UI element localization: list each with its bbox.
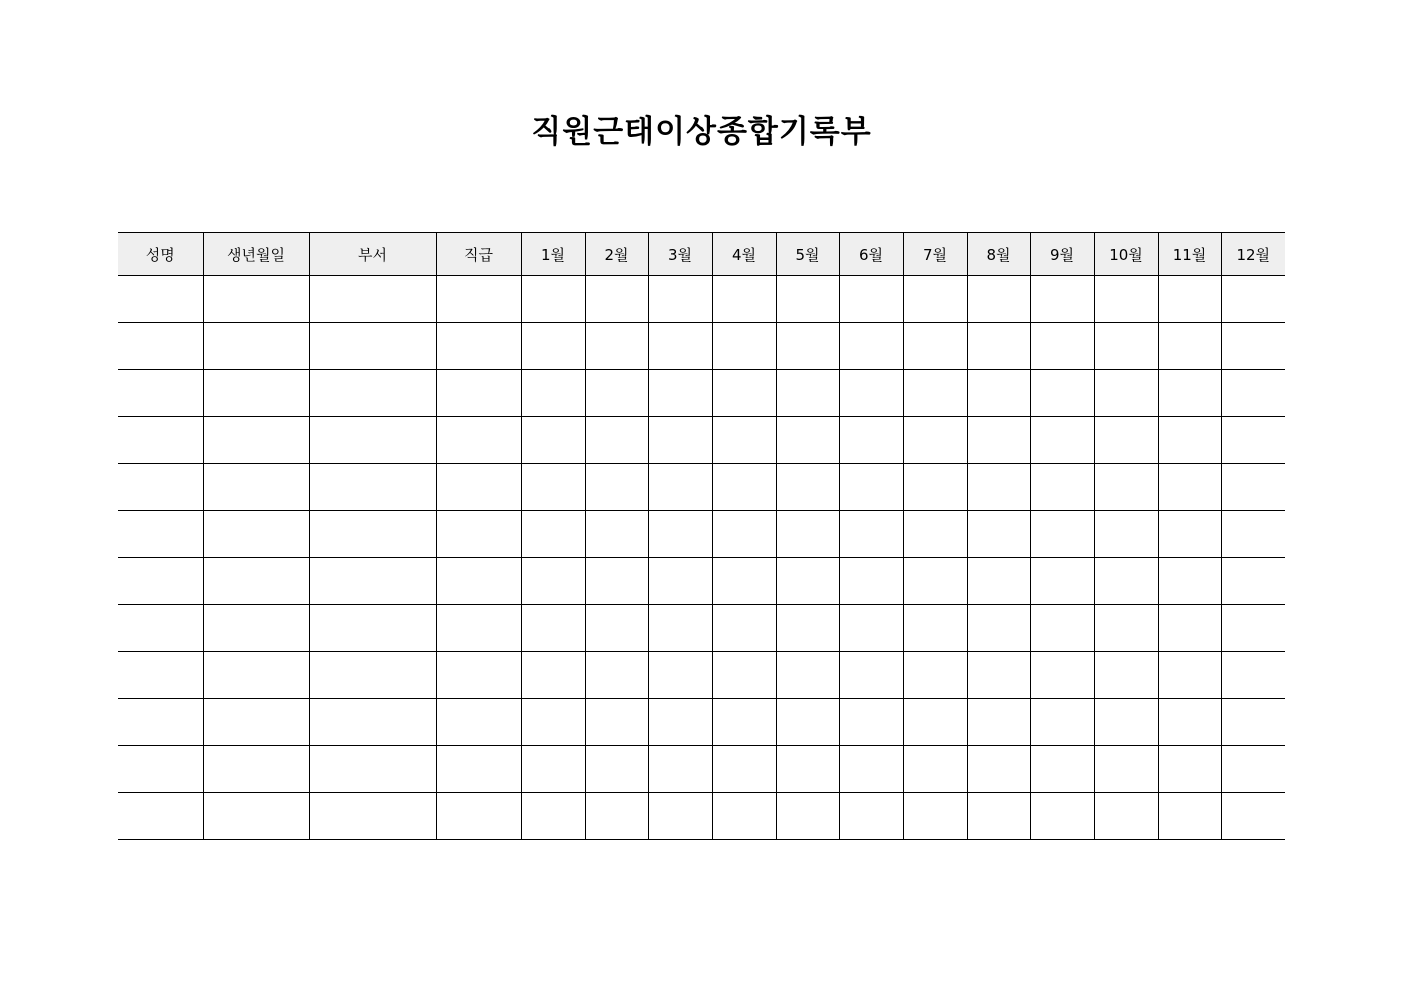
table-cell[interactable] (967, 417, 1030, 464)
header-month-6: 6월 (839, 233, 903, 276)
table-cell[interactable] (967, 699, 1030, 746)
table-cell[interactable] (203, 793, 309, 840)
table-cell[interactable] (203, 323, 309, 370)
table-cell[interactable] (1158, 464, 1221, 511)
table-cell[interactable] (436, 652, 521, 699)
table-cell[interactable] (521, 323, 585, 370)
table-cell[interactable] (1221, 511, 1285, 558)
table-cell[interactable] (712, 417, 776, 464)
table-cell[interactable] (903, 793, 967, 840)
table-cell[interactable] (1221, 652, 1285, 699)
table-cell[interactable] (1094, 699, 1158, 746)
table-row (118, 276, 1285, 323)
table-row (118, 370, 1285, 417)
table-cell[interactable] (712, 276, 776, 323)
table-cell[interactable] (118, 652, 203, 699)
table-row (118, 464, 1285, 511)
table-cell[interactable] (648, 511, 712, 558)
table-cell[interactable] (1158, 511, 1221, 558)
table-cell[interactable] (585, 464, 648, 511)
table-cell[interactable] (1221, 323, 1285, 370)
table-cell[interactable] (648, 464, 712, 511)
table-cell[interactable] (903, 370, 967, 417)
table-cell[interactable] (712, 370, 776, 417)
header-month-8: 8월 (967, 233, 1030, 276)
table-cell[interactable] (585, 511, 648, 558)
table-cell[interactable] (521, 652, 585, 699)
table-cell[interactable] (203, 276, 309, 323)
table-cell[interactable] (118, 370, 203, 417)
page-title: 직원근태이상종합기록부 (531, 114, 872, 150)
table-cell[interactable] (1030, 652, 1094, 699)
table-cell[interactable] (776, 323, 839, 370)
table-cell[interactable] (1158, 699, 1221, 746)
table-cell[interactable] (118, 323, 203, 370)
table-cell[interactable] (1030, 417, 1094, 464)
table-cell[interactable] (1094, 746, 1158, 793)
table-cell[interactable] (203, 511, 309, 558)
table-cell[interactable] (1221, 417, 1285, 464)
table-cell[interactable] (118, 464, 203, 511)
table-row (118, 746, 1285, 793)
table-cell[interactable] (903, 558, 967, 605)
table-cell[interactable] (118, 558, 203, 605)
table-cell[interactable] (648, 417, 712, 464)
table-cell[interactable] (521, 558, 585, 605)
table-cell[interactable] (203, 417, 309, 464)
table-cell[interactable] (903, 511, 967, 558)
table-cell[interactable] (585, 699, 648, 746)
table-cell[interactable] (1158, 793, 1221, 840)
table-cell[interactable] (585, 276, 648, 323)
table-cell[interactable] (839, 605, 903, 652)
header-month-1: 1월 (521, 233, 585, 276)
table-cell[interactable] (648, 276, 712, 323)
table-cell[interactable] (436, 793, 521, 840)
table-cell[interactable] (648, 605, 712, 652)
table-cell[interactable] (712, 746, 776, 793)
table-cell[interactable] (309, 793, 436, 840)
table-cell[interactable] (648, 370, 712, 417)
header-row (118, 233, 1285, 276)
table-cell[interactable] (436, 699, 521, 746)
table-cell[interactable] (776, 605, 839, 652)
table-cell[interactable] (118, 276, 203, 323)
table-row (118, 793, 1285, 840)
table-cell[interactable] (839, 370, 903, 417)
table-cell[interactable] (436, 370, 521, 417)
table-cell[interactable] (967, 746, 1030, 793)
table-cell[interactable] (648, 558, 712, 605)
table-cell[interactable] (1221, 276, 1285, 323)
table-cell[interactable] (1030, 605, 1094, 652)
table-cell[interactable] (1094, 511, 1158, 558)
table-cell[interactable] (203, 370, 309, 417)
table-row (118, 605, 1285, 652)
table-cell[interactable] (648, 746, 712, 793)
table-cell[interactable] (203, 464, 309, 511)
table-cell[interactable] (1030, 464, 1094, 511)
table-cell[interactable] (1094, 605, 1158, 652)
table-cell[interactable] (967, 464, 1030, 511)
table-cell[interactable] (1030, 511, 1094, 558)
table-cell[interactable] (839, 699, 903, 746)
table-cell[interactable] (1030, 276, 1094, 323)
table-cell[interactable] (1094, 370, 1158, 417)
table-cell[interactable] (585, 370, 648, 417)
table-cell[interactable] (521, 370, 585, 417)
header-month-9: 9월 (1030, 233, 1094, 276)
table-cell[interactable] (436, 464, 521, 511)
table-cell[interactable] (1094, 276, 1158, 323)
table-cell[interactable] (839, 746, 903, 793)
table-cell[interactable] (967, 370, 1030, 417)
header-birthdate: 생년월일 (203, 233, 309, 276)
header-month-4: 4월 (712, 233, 776, 276)
table-cell[interactable] (1158, 652, 1221, 699)
table-cell[interactable] (1158, 605, 1221, 652)
table-cell[interactable] (436, 511, 521, 558)
header-name: 성명 (118, 233, 203, 276)
table-cell[interactable] (967, 558, 1030, 605)
table-cell[interactable] (118, 605, 203, 652)
table-cell[interactable] (776, 276, 839, 323)
table-cell[interactable] (203, 605, 309, 652)
table-cell[interactable] (1030, 746, 1094, 793)
table-row (118, 558, 1285, 605)
table-cell[interactable] (309, 605, 436, 652)
table-cell[interactable] (776, 699, 839, 746)
header-month-5: 5월 (776, 233, 839, 276)
header-month-10: 10월 (1094, 233, 1158, 276)
table-cell[interactable] (309, 511, 436, 558)
table-cell[interactable] (1221, 605, 1285, 652)
header-department: 부서 (309, 233, 436, 276)
table-cell[interactable] (839, 464, 903, 511)
table-cell[interactable] (1158, 370, 1221, 417)
table-cell[interactable] (648, 323, 712, 370)
table-cell[interactable] (839, 511, 903, 558)
table-cell[interactable] (903, 276, 967, 323)
table-cell[interactable] (967, 323, 1030, 370)
table-cell[interactable] (1221, 699, 1285, 746)
table-cell[interactable] (309, 746, 436, 793)
table-cell[interactable] (776, 370, 839, 417)
table-cell[interactable] (1094, 793, 1158, 840)
table-cell[interactable] (776, 464, 839, 511)
table-cell[interactable] (1221, 746, 1285, 793)
table-cell[interactable] (1030, 558, 1094, 605)
table-cell[interactable] (1158, 276, 1221, 323)
table-cell[interactable] (712, 699, 776, 746)
table-row (118, 417, 1285, 464)
table-cell[interactable] (1094, 323, 1158, 370)
table-cell[interactable] (967, 605, 1030, 652)
table-cell[interactable] (1094, 558, 1158, 605)
table-cell[interactable] (1030, 370, 1094, 417)
table-cell[interactable] (839, 276, 903, 323)
table-cell[interactable] (521, 511, 585, 558)
table-cell[interactable] (203, 699, 309, 746)
table-cell[interactable] (521, 417, 585, 464)
table-cell[interactable] (585, 323, 648, 370)
table-cell[interactable] (309, 370, 436, 417)
table-cell[interactable] (585, 793, 648, 840)
table-cell[interactable] (1094, 417, 1158, 464)
header-month-11: 11월 (1158, 233, 1221, 276)
table-cell[interactable] (1221, 793, 1285, 840)
table-cell[interactable] (712, 652, 776, 699)
table-cell[interactable] (118, 793, 203, 840)
table-cell[interactable] (585, 605, 648, 652)
table-cell[interactable] (1158, 746, 1221, 793)
table-cell[interactable] (203, 558, 309, 605)
table-cell[interactable] (903, 652, 967, 699)
table-cell[interactable] (712, 558, 776, 605)
table-cell[interactable] (648, 793, 712, 840)
table-cell[interactable] (1221, 558, 1285, 605)
table-cell[interactable] (1030, 699, 1094, 746)
table-cell[interactable] (521, 746, 585, 793)
table-cell[interactable] (776, 558, 839, 605)
table-cell[interactable] (1030, 323, 1094, 370)
table-cell[interactable] (967, 276, 1030, 323)
table-cell[interactable] (712, 323, 776, 370)
table-cell[interactable] (309, 464, 436, 511)
table-row (118, 511, 1285, 558)
table-cell[interactable] (585, 746, 648, 793)
table-cell[interactable] (309, 699, 436, 746)
table-body (118, 276, 1285, 840)
table-cell[interactable] (436, 746, 521, 793)
table-cell[interactable] (585, 558, 648, 605)
table-cell[interactable] (903, 605, 967, 652)
attendance-record-table (118, 232, 1285, 840)
table-cell[interactable] (436, 417, 521, 464)
table-cell[interactable] (776, 652, 839, 699)
table-cell[interactable] (776, 511, 839, 558)
table-cell[interactable] (309, 558, 436, 605)
header-position: 직급 (436, 233, 521, 276)
table-cell[interactable] (203, 652, 309, 699)
header-month-7: 7월 (903, 233, 967, 276)
table-cell[interactable] (967, 652, 1030, 699)
table-cell[interactable] (648, 652, 712, 699)
table-cell[interactable] (903, 746, 967, 793)
table-cell[interactable] (309, 276, 436, 323)
table-cell[interactable] (521, 276, 585, 323)
table-cell[interactable] (1221, 464, 1285, 511)
table-row (118, 699, 1285, 746)
table-cell[interactable] (967, 793, 1030, 840)
table-cell[interactable] (712, 793, 776, 840)
table-cell[interactable] (839, 417, 903, 464)
table-cell[interactable] (118, 699, 203, 746)
table-cell[interactable] (712, 464, 776, 511)
table-cell[interactable] (903, 464, 967, 511)
table-cell[interactable] (712, 511, 776, 558)
table-cell[interactable] (648, 699, 712, 746)
table-cell[interactable] (585, 417, 648, 464)
table-cell[interactable] (118, 511, 203, 558)
table-cell[interactable] (436, 605, 521, 652)
table-cell[interactable] (776, 417, 839, 464)
table-cell[interactable] (839, 793, 903, 840)
table-cell[interactable] (776, 793, 839, 840)
table-cell[interactable] (1094, 652, 1158, 699)
header-month-2: 2월 (585, 233, 648, 276)
table-cell[interactable] (1158, 558, 1221, 605)
table-cell[interactable] (712, 605, 776, 652)
header-month-3: 3월 (648, 233, 712, 276)
table-cell[interactable] (118, 746, 203, 793)
table-cell[interactable] (839, 652, 903, 699)
table-cell[interactable] (1158, 417, 1221, 464)
table-cell[interactable] (521, 699, 585, 746)
table-cell[interactable] (1158, 323, 1221, 370)
table-cell[interactable] (1094, 464, 1158, 511)
table-cell[interactable] (436, 558, 521, 605)
table-cell[interactable] (118, 417, 203, 464)
table-cell[interactable] (309, 323, 436, 370)
table-cell[interactable] (903, 417, 967, 464)
table-cell[interactable] (903, 323, 967, 370)
table-cell[interactable] (903, 699, 967, 746)
table-cell[interactable] (1221, 370, 1285, 417)
table-cell[interactable] (839, 558, 903, 605)
table-cell[interactable] (1030, 793, 1094, 840)
table-cell[interactable] (839, 323, 903, 370)
table-cell[interactable] (776, 746, 839, 793)
table-cell[interactable] (967, 511, 1030, 558)
table-cell[interactable] (203, 746, 309, 793)
header-month-12: 12월 (1221, 233, 1285, 276)
table-row (118, 652, 1285, 699)
table-cell[interactable] (436, 323, 521, 370)
table-cell[interactable] (309, 652, 436, 699)
table-cell[interactable] (521, 464, 585, 511)
table-cell[interactable] (521, 605, 585, 652)
table-cell[interactable] (585, 652, 648, 699)
table-row (118, 323, 1285, 370)
table-cell[interactable] (436, 276, 521, 323)
table-cell[interactable] (309, 417, 436, 464)
table-cell[interactable] (521, 793, 585, 840)
